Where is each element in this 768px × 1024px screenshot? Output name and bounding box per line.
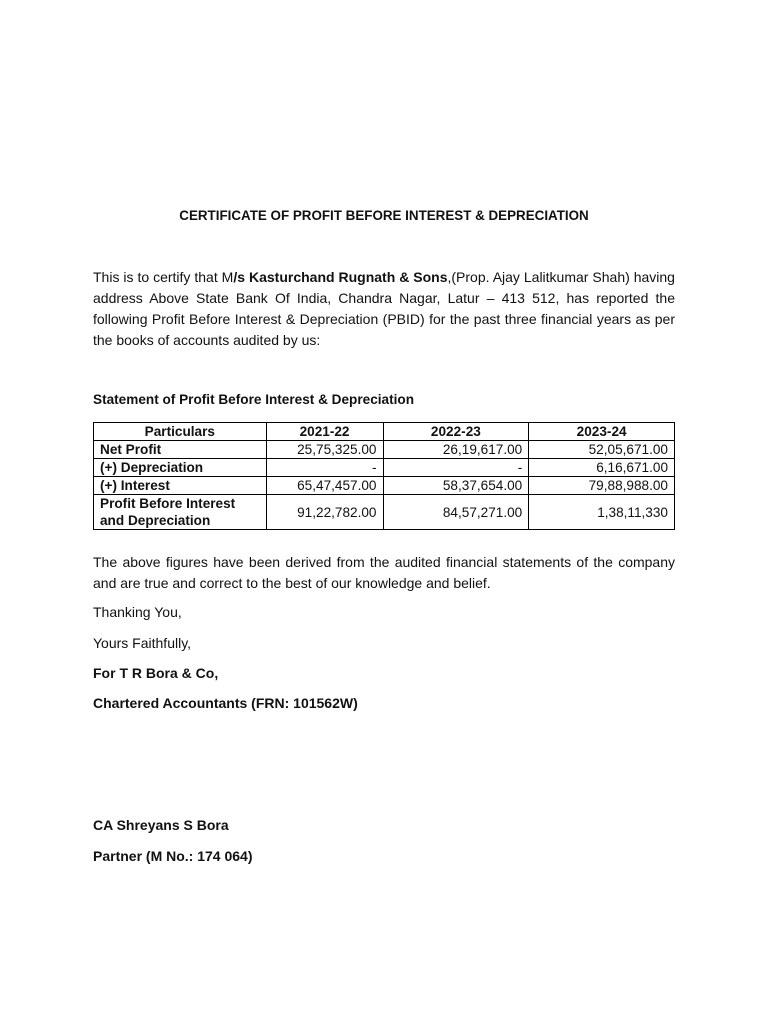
row-label: Net Profit xyxy=(94,441,267,459)
table-header: 2022-23 xyxy=(383,423,529,441)
statement-heading: Statement of Profit Before Interest & Depreciation xyxy=(93,392,415,407)
table-header: Particulars xyxy=(94,423,267,441)
firm-name: For T R Bora & Co, xyxy=(93,665,219,681)
cell-value: 25,75,325.00 xyxy=(266,441,383,459)
table-row xyxy=(94,441,675,459)
table-header: 2023-24 xyxy=(529,423,675,441)
table-row xyxy=(94,495,675,530)
cell-value: 1,38,11,330 xyxy=(529,495,675,530)
row-label: Profit Before Interest and Depreciation xyxy=(94,495,267,530)
document-title: CERTIFICATE OF PROFIT BEFORE INTEREST & DEPRECIATION xyxy=(179,208,589,223)
cell-value: 84,57,271.00 xyxy=(383,495,529,530)
pbid-table xyxy=(93,422,675,530)
closing-paragraph: The above figures have been derived from the audited financial statements of the company and are true and correct to the best of our knowledge and belief. xyxy=(93,554,675,591)
row-label: (+) Interest xyxy=(94,477,267,495)
company-name: /s Kasturchand Rugnath & Sons xyxy=(233,269,448,285)
thanking-line: Thanking You, xyxy=(93,604,182,620)
cell-value: - xyxy=(266,459,383,477)
cell-value: 6,16,671.00 xyxy=(529,459,675,477)
cell-value: 52,05,671.00 xyxy=(529,441,675,459)
cell-value: 26,19,617.00 xyxy=(383,441,529,459)
signatory-name: CA Shreyans S Bora xyxy=(93,817,229,833)
intro-prefix: This is to certify that M xyxy=(93,269,234,285)
signatory-role: Partner (M No.: 174 064) xyxy=(93,848,253,864)
intro-rest: ,(Prop. Ajay Lalitkumar Shah) having address Above State Bank Of India, Chandra Nagar, Latur – 413 512, has reported the following Profit Before Interest & Depreciation (PBID) for the past three financial years as per the books of accounts audited by us: xyxy=(93,269,675,348)
table-header: 2021-22 xyxy=(266,423,383,441)
row-label: (+) Depreciation xyxy=(94,459,267,477)
cell-value: 91,22,782.00 xyxy=(266,495,383,530)
cell-value: - xyxy=(383,459,529,477)
cell-value: 58,37,654.00 xyxy=(383,477,529,495)
intro-paragraph xyxy=(93,267,675,351)
table-row xyxy=(94,477,675,495)
yours-faithfully-line: Yours Faithfully, xyxy=(93,635,192,651)
table-header-row xyxy=(94,423,675,441)
cell-value: 79,88,988.00 xyxy=(529,477,675,495)
firm-type: Chartered Accountants (FRN: 101562W) xyxy=(93,695,358,711)
cell-value: 65,47,457.00 xyxy=(266,477,383,495)
table-row xyxy=(94,459,675,477)
